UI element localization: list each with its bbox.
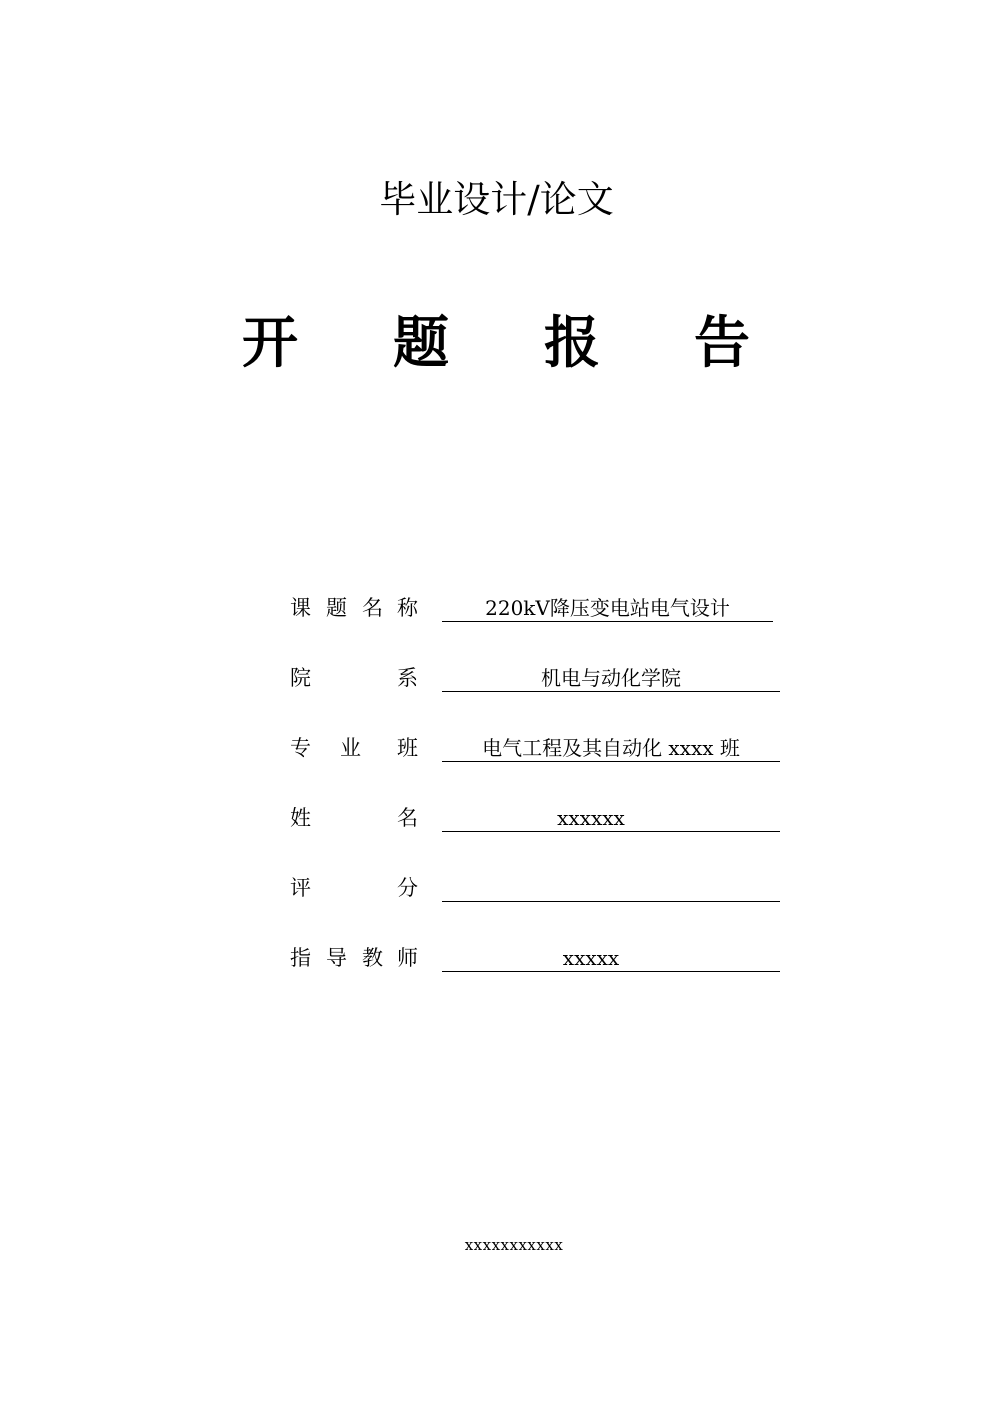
- field-topic: [290, 593, 790, 629]
- document-title: [0, 308, 993, 378]
- field-label: 评 分: [290, 876, 418, 900]
- field-label: 院 系: [290, 666, 418, 690]
- title-char: 题: [393, 310, 449, 376]
- document-subtitle: 毕业设计/论文: [379, 178, 614, 221]
- field-advisor: [290, 943, 790, 979]
- field-label: 专 业 班: [290, 736, 418, 760]
- field-label: 指 导 教 师: [290, 946, 418, 970]
- field-name: [290, 803, 790, 839]
- title-char: 报: [544, 310, 600, 376]
- field-department: [290, 663, 790, 699]
- major-class-value: 电气工程及其自动化 xxxx 班: [442, 733, 780, 762]
- name-value: xxxxxx: [442, 803, 780, 832]
- score-value: [442, 873, 780, 902]
- field-major-class: [290, 733, 790, 769]
- field-label: 姓 名: [290, 806, 418, 830]
- advisor-value: xxxxx: [442, 943, 780, 972]
- department-value: 机电与动化学院: [442, 663, 780, 692]
- field-label: 课 题 名 称: [290, 596, 418, 620]
- topic-value: 220kV降压变电站电气设计: [442, 593, 773, 622]
- title-char: 开: [242, 310, 298, 376]
- footer-text: xxxxxxxxxxx: [464, 1236, 564, 1254]
- title-char: 告: [694, 310, 750, 376]
- field-score: [290, 873, 790, 909]
